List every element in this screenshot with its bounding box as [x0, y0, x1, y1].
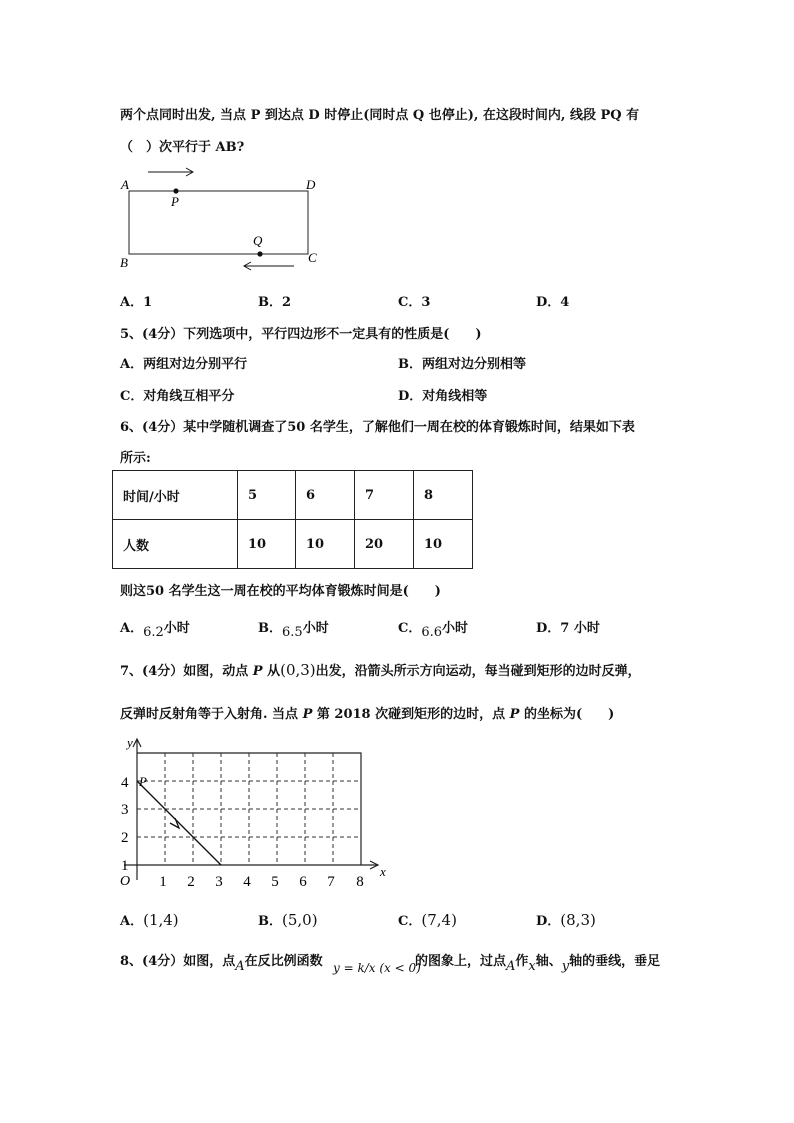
option-value: 7: [560, 621, 570, 636]
option-unit: 小时: [442, 621, 469, 636]
option-letter: B．: [258, 914, 282, 929]
option-unit: 小时: [569, 621, 600, 636]
q8-var-y: y: [561, 959, 570, 974]
q8-stem-part: 轴的垂线，垂足: [569, 954, 661, 969]
q7-var-p: P: [509, 707, 520, 722]
x-tick: 1: [159, 874, 167, 890]
y-tick: 1: [121, 858, 129, 874]
q4-option-a: A．1: [120, 295, 153, 310]
q6-option-d: [536, 617, 600, 636]
q7-stem-part: 7、(4分）如图，动点: [120, 664, 253, 679]
q4-text-line2: （ ）次平行于 AB?: [120, 140, 245, 155]
q5-option-d: D．对角线相等: [398, 389, 488, 404]
option-unit: 小时: [163, 621, 190, 636]
table-row: [113, 520, 473, 569]
q6-option-b: [258, 617, 329, 640]
label-b: B: [120, 255, 128, 270]
q6-stem-line1: 6、(4分）某中学随机调查了50 名学生，了解他们一周在校的体育锻炼时间，结果如下表: [120, 420, 635, 435]
q8-stem-part: 8、(4分）如图，点: [120, 954, 236, 969]
table-cell: 7: [355, 471, 414, 520]
rectangle-abcd: [129, 191, 308, 254]
q7-stem-line2: [120, 703, 614, 722]
option-letter: B．: [258, 621, 282, 636]
q6-question: 则这50 名学生这一周在校的平均体育锻炼时间是( ): [120, 584, 441, 599]
q4-option-b: B．2: [258, 295, 292, 310]
grid-lines: [137, 753, 361, 865]
q8-formula: y = k/x (x < 0): [333, 961, 421, 975]
q7-stem-part: 的坐标为( ): [519, 707, 615, 722]
q8-var-a: A: [506, 959, 516, 974]
table-cell: 5: [238, 471, 296, 520]
table-cell: 10: [414, 520, 473, 569]
x-tick: 5: [271, 874, 279, 890]
table-cell: 10: [296, 520, 355, 569]
q8-var-x: x: [528, 959, 536, 974]
option-letter: D．: [536, 914, 561, 929]
q4-rectangle-figure: [112, 160, 332, 275]
option-unit: 小时: [302, 621, 329, 636]
label-p: P: [171, 194, 179, 209]
q7-option-b: [258, 910, 318, 929]
p-path-line: [137, 781, 221, 865]
x-tick: 8: [356, 874, 364, 890]
q5-stem: 5、(4分）下列选项中，平行四边形不一定具有的性质是( ): [120, 327, 482, 342]
y-tick: 4: [121, 775, 129, 791]
q7-stem: [120, 660, 641, 679]
p-path-arrow: [170, 818, 179, 828]
point-p-label: P: [139, 774, 147, 789]
option-value: (1,4): [143, 911, 179, 929]
table-cell: 10: [238, 520, 296, 569]
q7-option-d: [536, 910, 596, 929]
point-p: [173, 188, 178, 193]
option-letter: A．: [120, 914, 144, 929]
q4-option-d: D．4: [536, 295, 570, 310]
table-cell: 6: [296, 471, 355, 520]
q4-text-line1: 两个点同时出发, 当点 P 到达点 D 时停止(同时点 Q 也停止), 在这段时间内, 线段 PQ 有: [120, 108, 640, 123]
q5-option-c: C．对角线互相平分: [120, 389, 235, 404]
label-c: C: [308, 250, 317, 265]
point-q: [257, 251, 262, 256]
option-value: 6.6: [421, 625, 443, 640]
q8-stem-part: 在反比例函数: [244, 954, 323, 969]
x-axis-label: x: [380, 864, 386, 879]
q7-var-p: P: [252, 664, 263, 679]
q7-start-coord: (0,3): [280, 661, 316, 679]
x-tick: 6: [299, 874, 307, 890]
option-value: 6.2: [143, 625, 164, 640]
q8-stem-part: 作: [515, 954, 529, 969]
label-a: A: [121, 177, 129, 192]
x-tick: 4: [243, 874, 251, 890]
q8-stem-part: 轴、: [535, 954, 562, 969]
y-tick: 3: [121, 802, 129, 818]
q8-stem-part: 的图象上，过点: [415, 954, 507, 969]
table-header-cell: 时间/小时: [113, 471, 238, 520]
q7-option-a: [120, 910, 179, 929]
q4-option-c: C．3: [398, 295, 431, 310]
q6-stem-line2: 所示:: [120, 451, 151, 466]
q7-stem-part: 从: [262, 664, 281, 679]
q7-stem-part: 反弹时反射角等于入射角. 当点: [120, 707, 303, 722]
y-tick-labels: [121, 775, 129, 874]
y-axis-label: y: [127, 735, 133, 750]
option-letter: A．: [120, 621, 144, 636]
q8-stem-continued: [415, 950, 661, 974]
q5-option-b: B．两组对边分别相等: [398, 357, 526, 372]
option-letter: D．: [536, 621, 561, 636]
x-tick: 7: [327, 874, 335, 890]
option-value: 6.5: [282, 625, 303, 640]
q7-var-p: P: [302, 707, 313, 722]
option-letter: C．: [398, 914, 422, 929]
q8-var-a: A: [235, 959, 245, 974]
q6-option-a: [120, 617, 190, 640]
q8-stem: [120, 950, 323, 974]
q5-option-a: A．两组对边分别平行: [120, 357, 248, 372]
table-header-cell: 人数: [113, 520, 238, 569]
table-row: [113, 471, 473, 520]
q7-coordinate-graph: [112, 730, 402, 895]
q6-data-table: [112, 470, 473, 569]
label-q: Q: [253, 233, 263, 248]
x-tick-labels: [159, 874, 364, 890]
table-cell: 20: [355, 520, 414, 569]
q7-stem-part: 出发，沿箭头所示方向运动，每当碰到矩形的边时反弹，: [315, 664, 641, 679]
option-value: (5,0): [282, 911, 318, 929]
table-cell: 8: [414, 471, 473, 520]
y-tick: 2: [121, 830, 129, 846]
origin-label: O: [120, 874, 131, 889]
x-tick: 2: [187, 874, 195, 890]
option-value: (7,4): [421, 911, 457, 929]
q6-option-c: [398, 617, 469, 640]
q7-stem-part: 第 2018 次碰到矩形的边时，点: [312, 707, 510, 722]
option-letter: C．: [398, 621, 422, 636]
label-d: D: [306, 177, 316, 192]
q7-option-c: [398, 910, 457, 929]
x-tick: 3: [215, 874, 223, 890]
option-value: (8,3): [560, 911, 596, 929]
